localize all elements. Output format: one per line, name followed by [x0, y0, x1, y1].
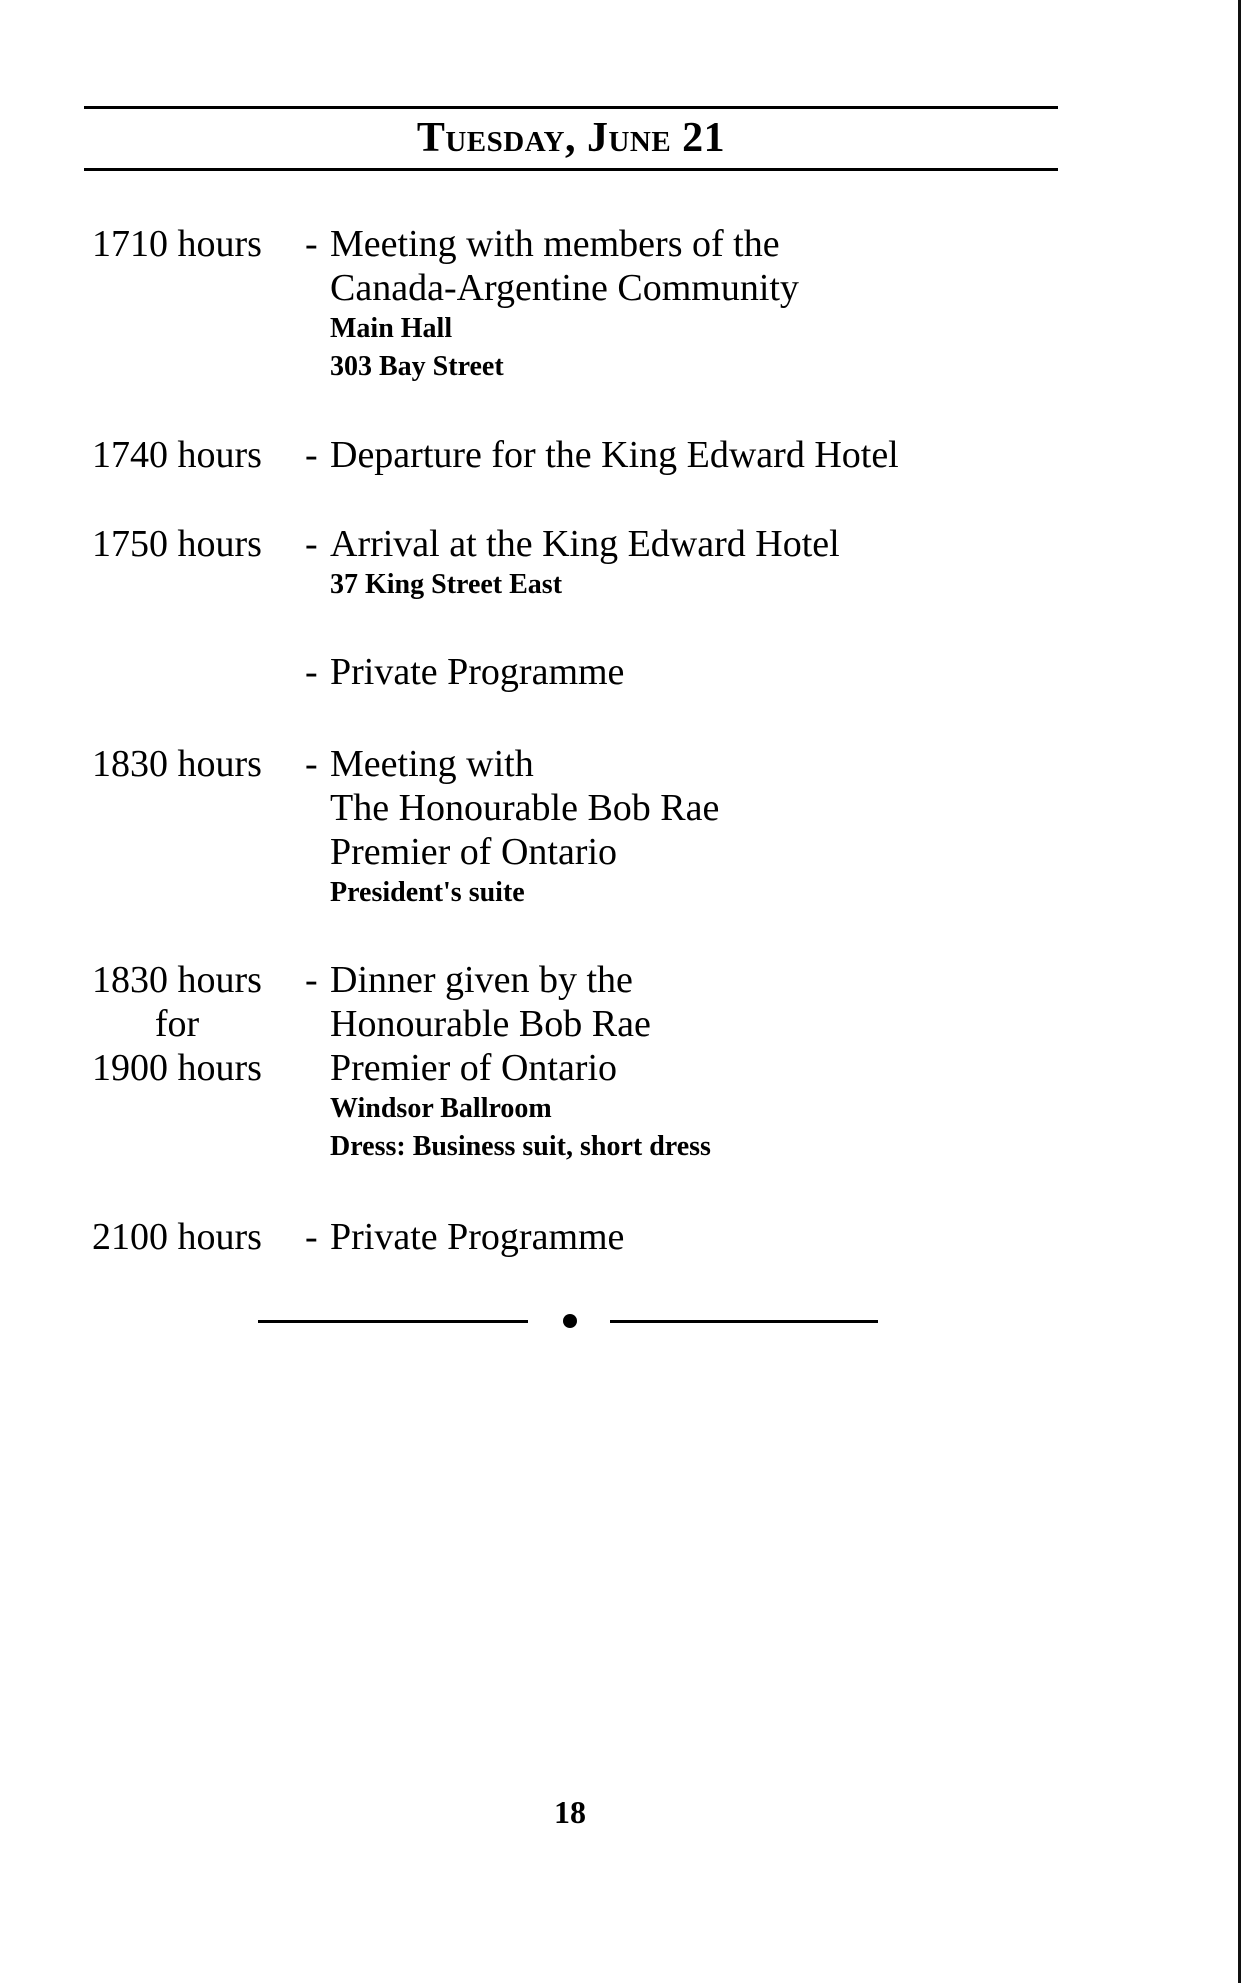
entry-location-line: President's suite [330, 877, 525, 908]
entry-dash: - [305, 523, 318, 565]
entry-title-line: Premier of Ontario [330, 1047, 618, 1089]
entry-time-line: 1900 hours [92, 1047, 262, 1089]
entry-time [72, 222, 282, 266]
entry-dash: - [305, 743, 318, 785]
entry-time-line: 1740 hours [92, 434, 262, 476]
entry-title-line: Arrival at the King Edward Hotel [330, 523, 840, 565]
entry-dash: - [305, 223, 318, 265]
ornament-left-rule [258, 1320, 528, 1323]
entry-dash: - [305, 651, 318, 693]
day-heading-month-initial: J [586, 115, 609, 161]
entry-time-line: 1830 hours [92, 743, 262, 785]
entry-description [305, 222, 1045, 386]
entry-dash: - [305, 434, 318, 476]
entry-location-line: 37 King Street East [330, 569, 563, 600]
entry-time [72, 522, 282, 566]
entry-location-line: 303 Bay Street [330, 351, 504, 382]
day-heading-comma: , [564, 115, 576, 161]
entry-title-line: Meeting with members of the [330, 223, 780, 265]
entry-description [305, 742, 1045, 912]
header-top-rule [84, 106, 1058, 109]
page-number: 18 [554, 1794, 586, 1830]
day-heading-day-initial: T [416, 115, 446, 161]
entry-dash: - [305, 1216, 318, 1258]
entry-time [72, 742, 282, 786]
day-heading-date: 21 [682, 115, 726, 161]
entry-time [72, 958, 282, 1090]
day-heading-day-rest: uesday [445, 115, 565, 161]
ornament-right-rule [610, 1320, 878, 1323]
entry-time-line: for [154, 1003, 200, 1045]
entry-title-line: Private Programme [330, 651, 625, 693]
header-bottom-rule [84, 168, 1058, 171]
entry-title-line: The Honourable Bob Rae [330, 787, 720, 829]
entry-title-line: Private Programme [330, 1216, 625, 1258]
entry-title-line: Dinner given by the [330, 959, 633, 1001]
entry-title-line: Departure for the King Edward Hotel [330, 434, 899, 476]
entry-description [305, 433, 1045, 477]
entry-description [305, 522, 1045, 604]
entry-title-line: Meeting with [330, 743, 534, 785]
entry-description [305, 1215, 1045, 1259]
entry-time [72, 433, 282, 477]
entry-location-line: Dress: Business suit, short dress [330, 1131, 711, 1162]
day-heading-month-rest: une [608, 115, 672, 161]
entry-title-line: Canada-Argentine Community [330, 267, 799, 309]
section-end-ornament [258, 1312, 878, 1332]
day-heading [84, 112, 1058, 164]
entry-location-line: Main Hall [330, 313, 453, 344]
entry-time-line: 1830 hours [92, 959, 262, 1001]
entry-location-line: Windsor Ballroom [330, 1093, 552, 1124]
entry-description [305, 958, 1045, 1166]
entry-description [305, 650, 1045, 694]
entry-title-line: Premier of Ontario [330, 831, 618, 873]
ornament-bullet-icon [563, 1314, 577, 1328]
entry-time-line: 1750 hours [92, 523, 262, 565]
entry-time-line: 1710 hours [92, 223, 262, 265]
entry-time [72, 1215, 282, 1259]
entry-time-line: 2100 hours [92, 1216, 262, 1258]
page-edge-shadow [1238, 0, 1241, 1983]
entry-title-line: Honourable Bob Rae [330, 1003, 651, 1045]
entry-dash: - [305, 959, 318, 1001]
